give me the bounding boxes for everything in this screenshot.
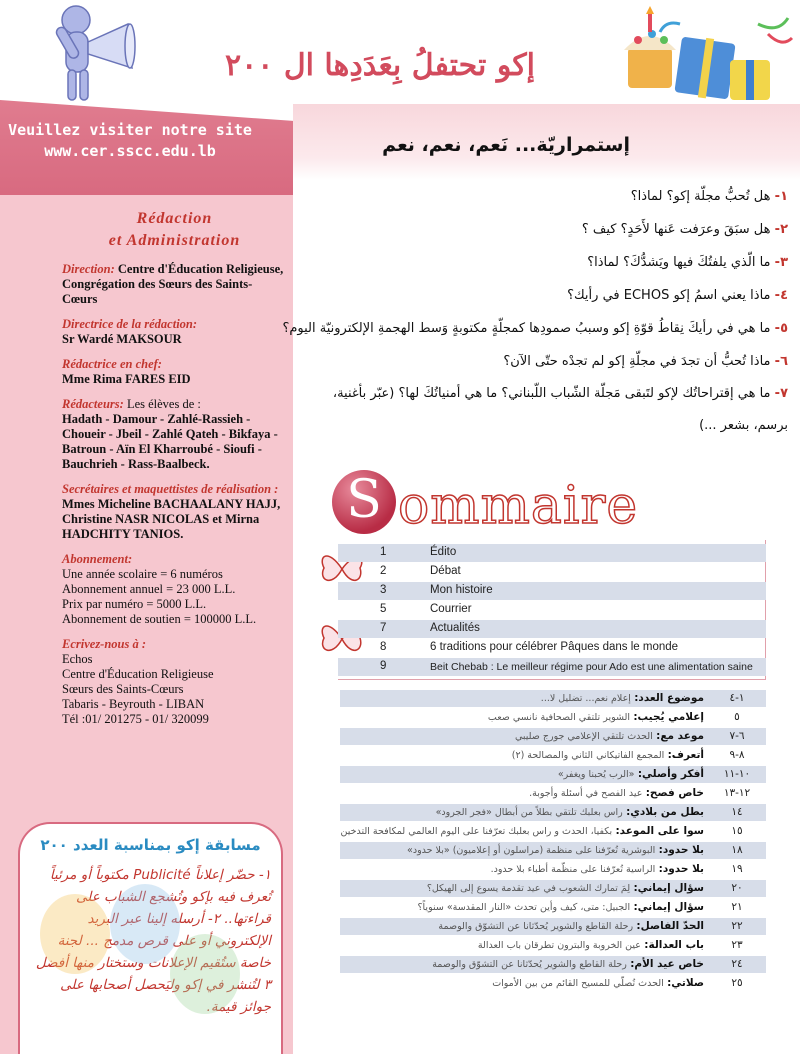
secretaires-section: [62, 482, 287, 542]
toc-row[interactable]: [338, 563, 766, 581]
redacteurs-list: Hadath - Damour - Zahlé-Rassieh - Choueir - Jbeil - Zahlé Qateh - Bikfaya - Batroun - Aïn El Kharroubé - Sioufi - Bauchrieh - Rass-Baalbeck.: [62, 412, 278, 471]
toc-page: ١٤: [731, 806, 743, 818]
direction-text: Centre d'Éducation Religieuse, Congrégation des Sœurs des Saints-Cœurs: [62, 262, 284, 306]
website-url[interactable]: www.cer.sscc.edu.lb: [44, 142, 216, 160]
ecrivez-label: Ecrivez-nous à :: [62, 637, 147, 651]
toc-page: ٥: [734, 711, 740, 723]
toc-detail: رحلة القاطع والشوير يُحدّثانا عن التشوّق والوصمة: [432, 959, 627, 970]
toc-detail: المجمع الفاتيكاني الثاني والمصالحة (٢): [511, 750, 665, 761]
redactrice-name: Mme Rima FARES EID: [62, 372, 191, 386]
arabic-toc: [340, 684, 766, 996]
french-toc: [338, 540, 766, 680]
page-subtitle: إستمراريّة... نَعم، نعم، نعم: [382, 134, 630, 156]
toc-row[interactable]: [340, 899, 766, 916]
toc-section: باب العدالة:: [644, 939, 704, 951]
toc-section: الحدّ الفاصل:: [636, 920, 704, 932]
address-line: Centre d'Éducation Religieuse: [62, 667, 214, 681]
toc-detail: الحدث تُصلّي للمسيح القائم من بين الأموات: [492, 978, 664, 989]
toc-row[interactable]: [340, 937, 766, 954]
toc-page: 7: [380, 622, 387, 634]
toc-section: إعلامي يُجيب:: [633, 711, 704, 723]
question-text: ما هي في رأيكَ نِقاطُ قوّةِ إكو وسببُ صمودِها كمجلّةٍ مكتوبةٍ وَسط الهجمةِ الإلكترونيّة اليوم؟: [282, 321, 771, 336]
question-text: ماذا يعني اسمُ إكو ECHOS في رأيك؟: [567, 288, 771, 303]
toc-section: خاص فصح:: [645, 787, 704, 799]
toc-page: ١-٤: [729, 692, 745, 704]
toc-detail: «الرب يُحبنا ويغفر»: [557, 769, 635, 780]
toc-page: 3: [380, 584, 387, 596]
balloon-icon: [110, 884, 180, 964]
toc-section: بلا حدود:: [658, 863, 704, 875]
abonnement-section: [62, 552, 287, 627]
toc-row[interactable]: [340, 766, 766, 783]
address-line: Echos: [62, 652, 93, 666]
toc-page: ٢٣: [731, 939, 743, 951]
toc-row[interactable]: [338, 639, 766, 657]
toc-row[interactable]: [340, 956, 766, 973]
toc-row[interactable]: [340, 690, 766, 707]
redacteurs-label: Rédacteurs:: [62, 397, 124, 411]
toc-row[interactable]: [338, 582, 766, 600]
toc-detail: البوشرية تُعرّفنا على منظمة (مراسلون أو إعلاميون) «بلا حدود»: [407, 845, 656, 856]
toc-page: ١٩: [731, 863, 743, 875]
toc-row[interactable]: [340, 880, 766, 897]
toc-title: Édito: [430, 546, 457, 558]
toc-detail: بكفيا، الحدث و راس بعلبك تعرّفنا على اليوم العالمي لمكافحة التدخين: [340, 826, 613, 837]
toc-row[interactable]: [338, 601, 766, 619]
question-text: هل سبَقَ وعرَفت عَنها لأَحَدٍ؟ كيف ؟: [581, 222, 771, 237]
toc-title: Débat: [430, 565, 461, 577]
toc-row[interactable]: [340, 747, 766, 764]
question-number: ٣-: [774, 255, 788, 270]
question-item: [300, 378, 788, 442]
balloon-icon: [170, 934, 240, 1014]
direction-section: [62, 262, 287, 307]
toc-page: ٦-٧: [729, 730, 745, 742]
toc-detail: عيد الفصح في أسئلة وأجوبة.: [529, 788, 643, 799]
directrice-label: Directrice de la rédaction:: [62, 317, 198, 331]
toc-page: 9: [380, 660, 387, 672]
toc-section: موعد مع:: [656, 730, 704, 742]
masthead: [62, 208, 287, 737]
questions-list: [282, 180, 788, 442]
question-item: [300, 345, 788, 378]
abonnement-label: Abonnement:: [62, 552, 133, 566]
question-text: ماذا تُحبُّ أن تجدَ في مجلّةِ إكو لم تجدْه حتّى الآن؟: [503, 354, 771, 369]
secretaires-names: Mmes Micheline BACHAALANY HAJJ, Christine NASR NICOLAS et Mirna HADCHITY TANIOS.: [62, 497, 281, 541]
visit-line: Veuillez visiter notre site: [8, 121, 252, 139]
address-line: Tabaris - Beyrouth - LIBAN: [62, 697, 205, 711]
balloon-icon: [40, 894, 110, 974]
toc-detail: الحدث تلتقي الإعلامي جورج صليبي: [514, 731, 653, 742]
question-text: ما هي إقتراحاتُك لإكو لتَبقى مَجلّة الشّباب اللّبناني؟ ما هي أمنياتُكَ لها؟ (عبّر بأغنية، برسم، بشعر ...): [332, 386, 788, 433]
secretaires-label: Secrétaires et maquettistes de réalisation :: [62, 482, 279, 496]
toc-title: Beit Chebab : Le meilleur régime pour Ado est une alimentation saine: [430, 661, 753, 673]
toc-page: ٢٥: [731, 977, 743, 989]
toc-detail: الراسية تُعرّفنا على منظّمة أطباء بلا حدود.: [490, 864, 656, 875]
sidebar: [0, 0, 293, 1054]
toc-row[interactable]: [340, 842, 766, 859]
question-number: ٧-: [774, 386, 788, 401]
toc-section: موضوع العدد:: [634, 692, 704, 704]
contest-title: مسابقة إكو بمناسبة العدد ٢٠٠: [40, 836, 261, 854]
toc-detail: الشوير تلتقي الصحافية نانسي صعب: [487, 712, 631, 723]
toc-row[interactable]: [340, 975, 766, 992]
contest-box: [18, 822, 283, 1054]
toc-row[interactable]: [338, 620, 766, 638]
toc-detail: رحلة القاطع والشوير يُحدّثانا عن التشوّق والوصمة: [438, 921, 634, 932]
toc-detail: راس بعلبك تلتقي بطلاً من أبطال «فجر الجرود»: [435, 807, 623, 818]
address-line: Sœurs des Saints-Cœurs: [62, 682, 184, 696]
sommaire-initial: S: [332, 470, 396, 534]
toc-detail: عين الخروبة والبترون تطرقان باب العدالة: [477, 940, 641, 951]
toc-section: صلاتي:: [667, 977, 704, 989]
page-title: إكو تحتفلُ بِعَدَدِها ال ٢٠٠: [225, 48, 535, 83]
toc-row[interactable]: [340, 785, 766, 802]
toc-section: سؤال إيماني:: [633, 901, 704, 913]
toc-section: سوا على الموعد:: [615, 825, 704, 837]
toc-title: Actualités: [430, 622, 480, 634]
toc-page: 2: [380, 565, 387, 577]
question-number: ٥-: [774, 321, 788, 336]
toc-title: Courrier: [430, 603, 472, 615]
toc-row[interactable]: [338, 544, 766, 562]
toc-page: ١٠-١١: [723, 768, 751, 780]
toc-page: 5: [380, 603, 387, 615]
toc-section: بطل من بلادي:: [626, 806, 704, 818]
redactrice-section: [62, 357, 287, 387]
toc-page: ٢١: [731, 901, 743, 913]
redactrice-label: Rédactrice en chef:: [62, 357, 162, 371]
toc-page: ١٥: [731, 825, 743, 837]
direction-label: Direction:: [62, 262, 115, 276]
abonnement-line: Une année scolaire = 6 numéros: [62, 567, 223, 581]
question-number: ٦-: [774, 354, 788, 369]
redacteurs-section: [62, 397, 287, 472]
toc-page: 1: [380, 546, 387, 558]
question-item: [282, 312, 788, 345]
question-item: [300, 213, 788, 246]
question-item: [300, 279, 788, 312]
redacteurs-intro: Les élèves de :: [126, 397, 201, 411]
toc-section: أفكر وأصلي:: [637, 768, 704, 780]
toc-page: ٢٠: [731, 882, 743, 894]
abonnement-line: Abonnement de soutien = 100000 L.L.: [62, 612, 257, 626]
sommaire-title: ommaire: [398, 476, 639, 536]
toc-section: خاص عيد الأم:: [630, 958, 704, 970]
toc-row[interactable]: [340, 728, 766, 745]
contact-section: [62, 637, 287, 727]
contest-text: ١- حضّر إعلاناً Publicité مكتوباً أو مرئياً تُعرف فيه بإكو وتُشجع الشباب على قراءتها.. ٢- أرسله إلينا عبر البريد الإلكتروني أو على قرص مدمج ... لجنة خاصة ستُقيم الإعلانات وستختار منها أفضل ٣ لتُنشر في إكو وليَحصل أصحابها على جوائز قيمة.: [35, 867, 271, 1015]
toc-detail: الجبيل: متى، كيف وأين تحدث «النار المقدسة» سنوياً؟: [417, 902, 631, 913]
toc-page: ٨-٩: [729, 749, 745, 761]
website-notice: [0, 120, 260, 162]
question-item: [300, 180, 788, 213]
question-number: ٢-: [774, 222, 788, 237]
toc-page: ٢٤: [731, 958, 743, 970]
toc-page: ٢٢: [731, 920, 743, 932]
toc-row[interactable]: [340, 823, 766, 840]
question-item: [300, 246, 788, 279]
toc-page: ١٢-١٣: [723, 787, 751, 799]
question-text: ما الّذي يلفتُكَ فيها ويَشدُّكَ؟ لماذا؟: [587, 255, 771, 270]
abonnement-line: Prix par numéro = 5000 L.L.: [62, 597, 207, 611]
abonnement-line: Abonnement annuel = 23 000 L.L.: [62, 582, 236, 596]
question-number: ٤-: [774, 288, 788, 303]
toc-section: بلا حدود:: [658, 844, 704, 856]
question-text: هل تُحبُّ مجلّة إكو؟ لماذا؟: [630, 189, 771, 204]
redaction-title: Rédaction et Administration: [108, 210, 241, 249]
toc-title: Mon histoire: [430, 584, 493, 596]
toc-row[interactable]: [340, 804, 766, 821]
question-number: ١-: [774, 189, 788, 204]
toc-page: ١٨: [731, 844, 743, 856]
directrice-name: Sr Wardé MAKSOUR: [62, 332, 182, 346]
toc-detail: لِمَ تمارك الشعوب في عيد تقدمة يسوع إلى الهيكل؟: [426, 883, 631, 894]
toc-detail: إعلام نعم... تضليل لا...: [540, 693, 631, 704]
toc-title: 6 traditions pour célébrer Pâques dans le monde: [430, 641, 679, 653]
toc-row[interactable]: [340, 709, 766, 726]
toc-row[interactable]: [340, 861, 766, 878]
toc-section: سؤال إيماني:: [633, 882, 704, 894]
birthday-gifts-icon: [618, 4, 796, 112]
toc-page: 8: [380, 641, 387, 653]
megaphone-mascot-icon: [48, 2, 138, 110]
directrice-section: [62, 317, 287, 347]
toc-section: أتعرف:: [667, 749, 704, 761]
toc-row[interactable]: [340, 918, 766, 935]
toc-row[interactable]: [338, 658, 766, 676]
phone-line: Tél :01/ 201275 - 01/ 320099: [62, 712, 209, 726]
